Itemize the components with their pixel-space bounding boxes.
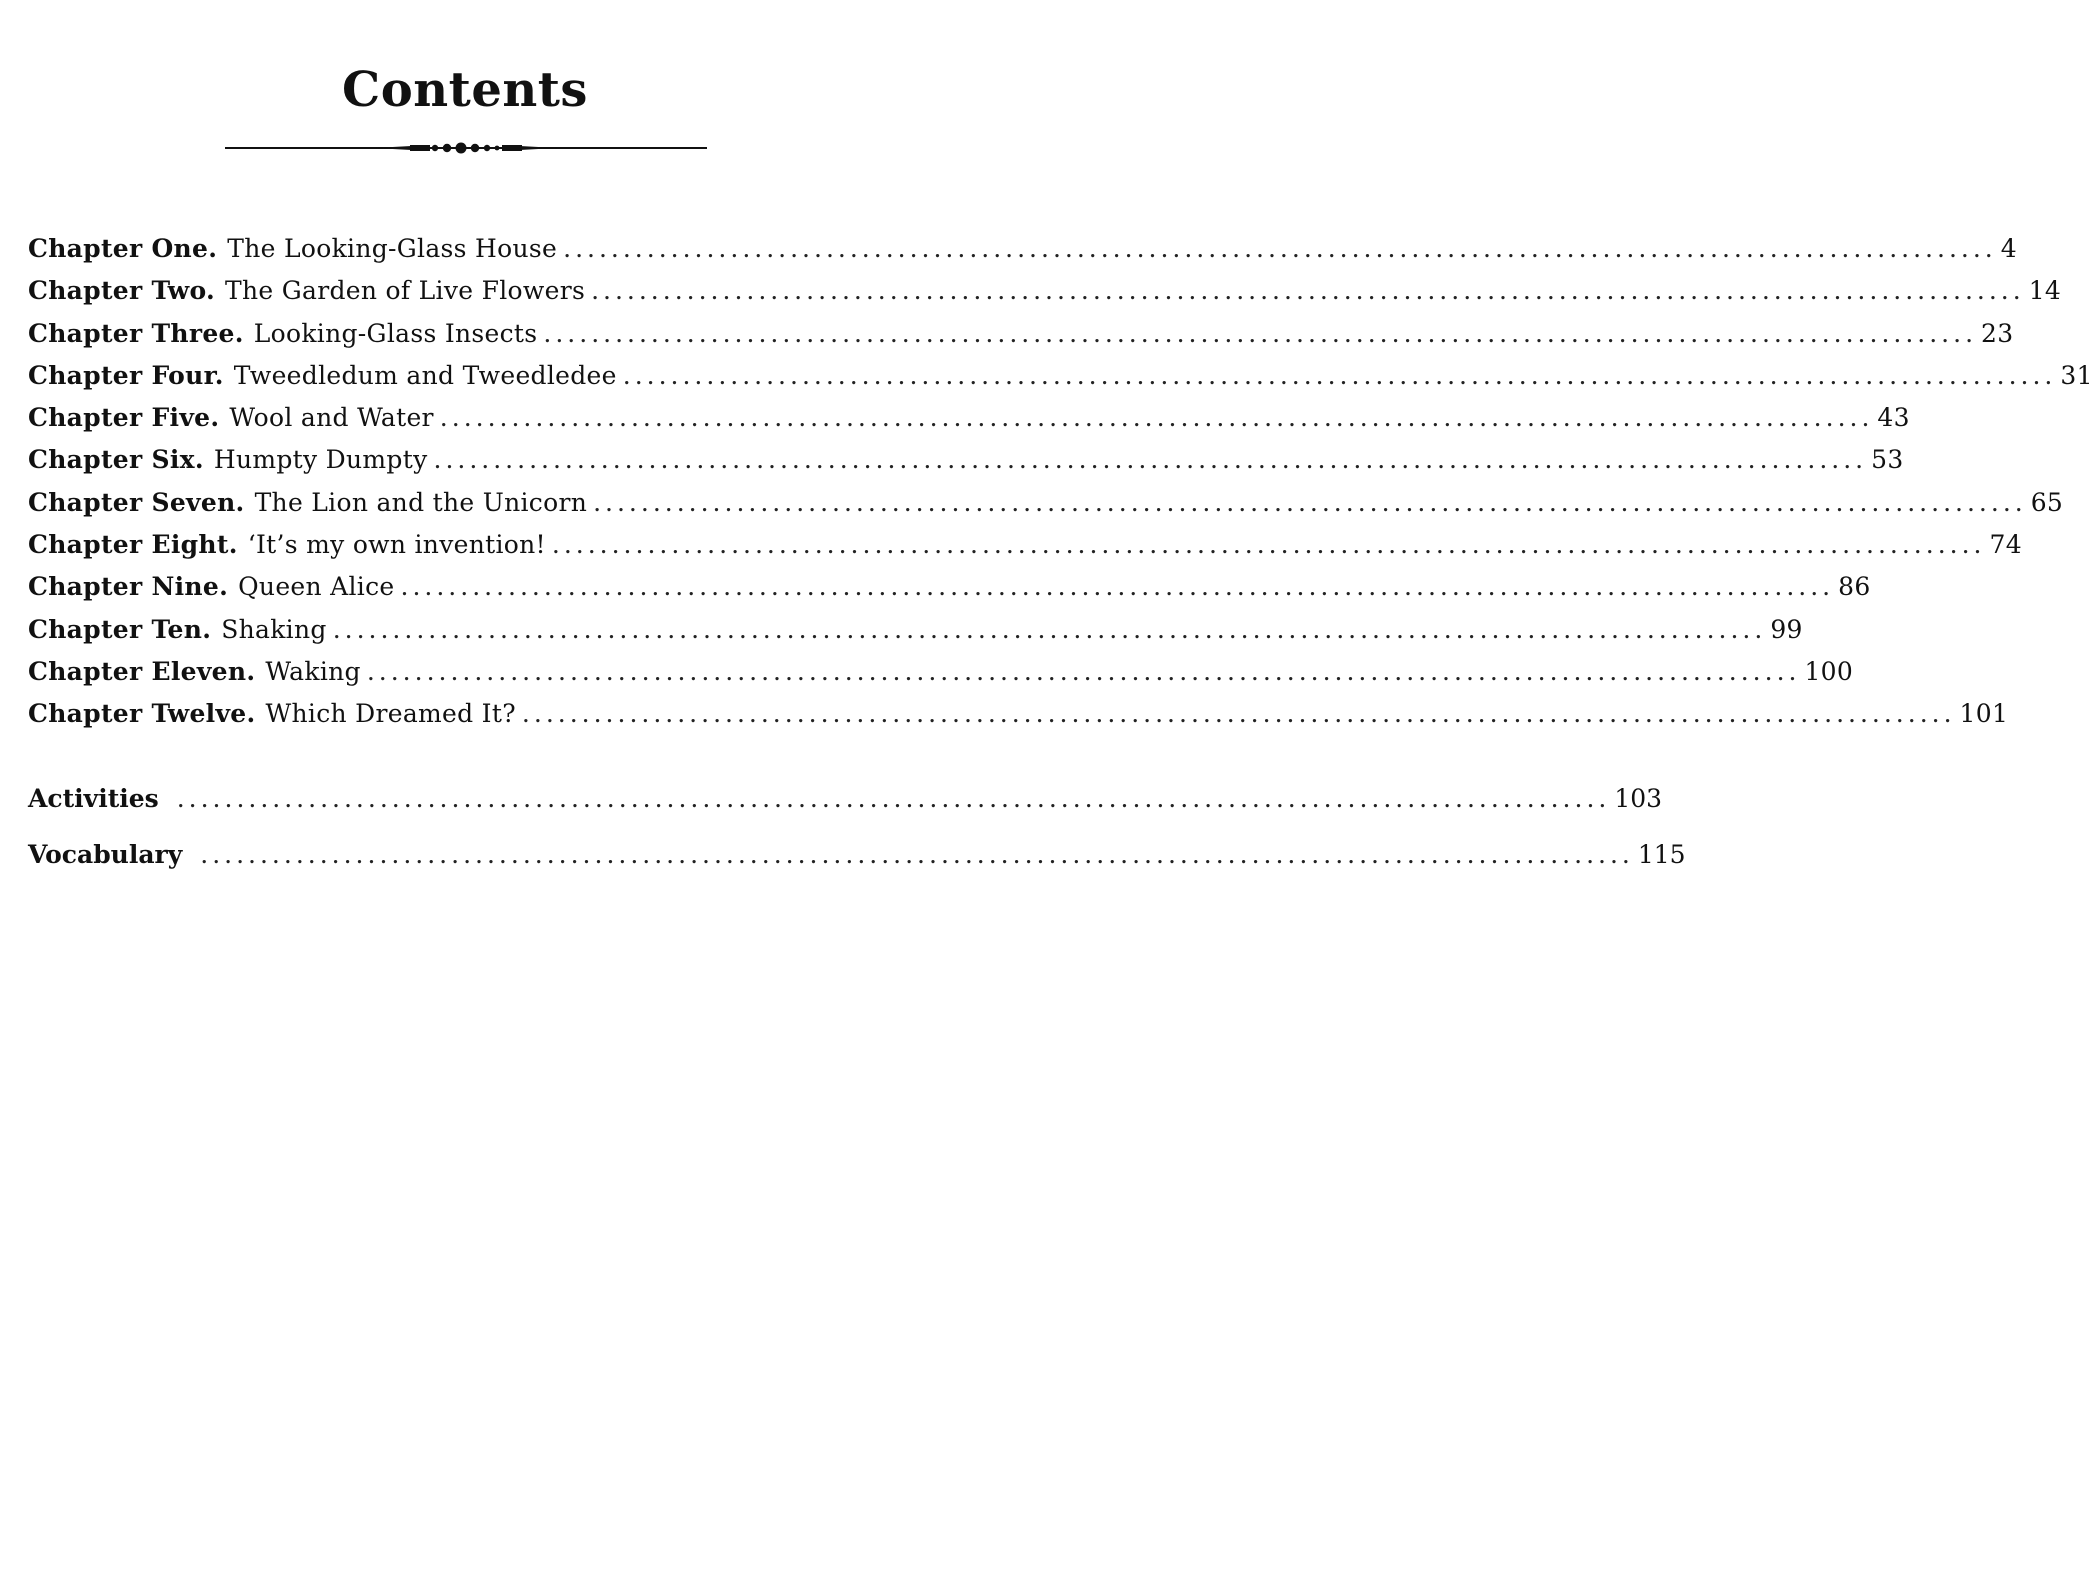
- back-matter-label: Activities: [28, 784, 159, 813]
- chapter-title: Humpty Dumpty: [213, 445, 428, 475]
- chapter-title: Looking-Glass Insects: [253, 318, 538, 348]
- chapter-label: Chapter Ten.: [28, 614, 212, 644]
- chapter-row[interactable]: [28, 566, 1871, 608]
- dot-leader: ........................................................................................................................: [366, 656, 1801, 686]
- chapter-row[interactable]: [28, 651, 1854, 693]
- page-number: 100: [1804, 656, 1854, 686]
- chapter-label: Chapter Twelve.: [28, 699, 256, 729]
- chapter-row[interactable]: [28, 228, 2017, 270]
- page-number: 99: [1770, 614, 1803, 644]
- dot-leader: ........................................................................................................................: [563, 234, 1997, 263]
- back-matter-row-activities[interactable]: [28, 776, 1663, 832]
- dot-leader: ........................................................................................................................: [543, 318, 1978, 348]
- chapter-row[interactable]: [28, 439, 1904, 481]
- back-matter-row-vocabulary[interactable]: [28, 832, 1686, 888]
- chapter-row[interactable]: [28, 609, 1803, 651]
- chapter-title: Waking: [265, 656, 361, 686]
- chapter-title: Wool and Water: [229, 403, 434, 433]
- page-number: 31: [2060, 360, 2093, 390]
- dot-leader: ........................................................................................................................: [439, 403, 1874, 433]
- chapter-row[interactable]: [28, 693, 2009, 735]
- chapter-row[interactable]: [28, 524, 2022, 566]
- dot-leader: ........................................................................................................................: [433, 445, 1868, 475]
- page-number: 103: [1614, 784, 1663, 813]
- chapter-row[interactable]: [28, 397, 1910, 439]
- dot-leader: ........................................................................................................................: [400, 572, 1835, 602]
- page-number: 4: [2000, 234, 2017, 263]
- dot-leader: ........................................................................................................................: [622, 360, 2057, 390]
- dot-leader: ........................................................................................................................: [521, 699, 1956, 729]
- chapter-row[interactable]: [28, 355, 2093, 397]
- chapter-row[interactable]: [28, 270, 2062, 312]
- back-matter-label: Vocabulary: [28, 840, 183, 869]
- dot-leader: ........................................................................................................................: [551, 530, 1986, 560]
- chapter-label: Chapter Five.: [28, 403, 220, 433]
- chapter-list: [28, 228, 2093, 736]
- chapter-row[interactable]: [28, 482, 2064, 524]
- chapter-title: The Garden of Live Flowers: [225, 276, 586, 306]
- chapter-title: The Looking-Glass House: [227, 234, 558, 263]
- chapter-label: Chapter Two.: [28, 276, 215, 306]
- page-number: 43: [1877, 403, 1910, 433]
- chapter-label: Chapter Eight.: [28, 530, 238, 560]
- chapter-label: Chapter Six.: [28, 445, 204, 475]
- chapter-title: ‘It’s my own invention!: [247, 530, 546, 560]
- dot-leader: ........................................................................................................................: [200, 840, 1634, 869]
- chapter-title: Shaking: [221, 614, 327, 644]
- page-number: 86: [1838, 572, 1871, 602]
- chapter-label: Chapter Four.: [28, 360, 224, 390]
- chapter-label: Chapter One.: [28, 234, 218, 263]
- dot-leader: ........................................................................................................................: [176, 784, 1611, 813]
- chapter-label: Chapter Three.: [28, 318, 244, 348]
- chapter-label: Chapter Eleven.: [28, 656, 256, 686]
- page-number: 115: [1637, 840, 1686, 869]
- dot-leader: ........................................................................................................................: [332, 614, 1767, 644]
- page-number: 23: [1981, 318, 2014, 348]
- page-number: 53: [1871, 445, 1904, 475]
- page-title: Contents: [342, 62, 588, 118]
- chapter-title: Which Dreamed It?: [265, 699, 516, 729]
- back-matter-list: [28, 776, 1686, 888]
- page-number: 74: [1989, 530, 2022, 560]
- chapter-label: Chapter Seven.: [28, 487, 245, 517]
- page-number: 65: [2030, 487, 2064, 517]
- chapter-label: Chapter Nine.: [28, 572, 229, 602]
- page-number: 101: [1959, 699, 2009, 729]
- dot-leader: ........................................................................................................................: [591, 276, 2025, 306]
- chapter-title: Tweedledum and Tweedledee: [233, 360, 617, 390]
- dot-leader: ........................................................................................................................: [593, 487, 2027, 517]
- title-ornament: [225, 138, 707, 158]
- page-number: 14: [2028, 276, 2062, 306]
- chapter-row[interactable]: [28, 313, 2014, 355]
- chapter-title: The Lion and the Unicorn: [254, 487, 588, 517]
- chapter-title: Queen Alice: [238, 572, 395, 602]
